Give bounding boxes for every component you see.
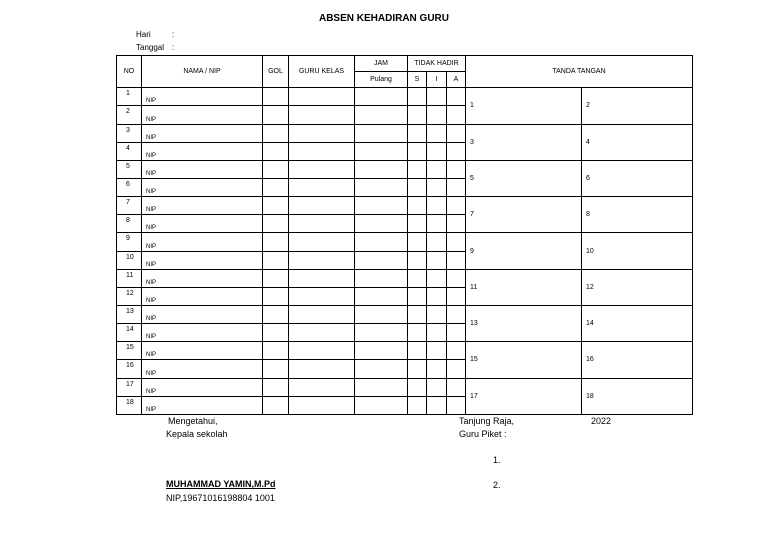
signature-cell: 14 bbox=[582, 305, 693, 341]
page-title: ABSEN KEHADIRAN GURU bbox=[318, 13, 449, 24]
row-pulang bbox=[355, 342, 408, 360]
row-i bbox=[427, 396, 447, 414]
row-guru-kelas bbox=[289, 378, 355, 396]
row-a bbox=[447, 269, 466, 287]
table-row bbox=[117, 269, 693, 287]
header-tidak-hadir: TIDAK HADIR bbox=[408, 56, 466, 72]
row-gol bbox=[263, 215, 289, 233]
mengetahui-label: Mengetahui, bbox=[168, 416, 218, 426]
row-number: 5 bbox=[117, 160, 142, 178]
row-pulang bbox=[355, 197, 408, 215]
row-a bbox=[447, 324, 466, 342]
place-label: Tanjung Raja, bbox=[459, 416, 515, 426]
row-name-nip: NIP bbox=[142, 197, 263, 215]
row-pulang bbox=[355, 396, 408, 414]
row-i bbox=[427, 197, 447, 215]
row-a bbox=[447, 124, 466, 142]
header-pulang: Pulang bbox=[355, 72, 408, 88]
row-i bbox=[427, 251, 447, 269]
row-name-nip: NIP bbox=[142, 124, 263, 142]
row-guru-kelas bbox=[289, 124, 355, 142]
row-guru-kelas bbox=[289, 396, 355, 414]
table-row bbox=[117, 88, 693, 106]
row-i bbox=[427, 342, 447, 360]
header-gol: GOL bbox=[263, 56, 289, 88]
row-i bbox=[427, 178, 447, 196]
row-s bbox=[408, 124, 427, 142]
row-i bbox=[427, 287, 447, 305]
tanggal-label: Tanggal bbox=[136, 43, 165, 52]
row-gol bbox=[263, 378, 289, 396]
row-guru-kelas bbox=[289, 142, 355, 160]
signature-cell: 12 bbox=[582, 269, 693, 305]
table-row bbox=[117, 378, 693, 396]
header-nama-nip: NAMA / NIP bbox=[142, 56, 263, 88]
signature-cell: 17 bbox=[466, 378, 582, 415]
signature-cell: 18 bbox=[582, 378, 693, 415]
kepala-sekolah-label: Kepala sekolah bbox=[166, 429, 228, 439]
row-name-nip: NIP bbox=[142, 324, 263, 342]
signature-cell: 8 bbox=[582, 197, 693, 233]
piket-1-label: 1. bbox=[493, 455, 501, 465]
table-row bbox=[117, 342, 693, 360]
row-name-nip: NIP bbox=[142, 160, 263, 178]
row-name-nip: NIP bbox=[142, 106, 263, 124]
row-i bbox=[427, 215, 447, 233]
row-pulang bbox=[355, 178, 408, 196]
row-pulang bbox=[355, 305, 408, 323]
row-number: 6 bbox=[117, 178, 142, 196]
row-pulang bbox=[355, 215, 408, 233]
row-gol bbox=[263, 251, 289, 269]
row-i bbox=[427, 88, 447, 106]
row-number: 9 bbox=[117, 233, 142, 251]
row-number: 17 bbox=[117, 378, 142, 396]
row-number: 14 bbox=[117, 324, 142, 342]
signature-cell: 1 bbox=[466, 88, 582, 124]
row-pulang bbox=[355, 233, 408, 251]
header-guru-kelas: GURU KELAS bbox=[289, 56, 355, 88]
hari-colon: : bbox=[172, 30, 175, 39]
row-i bbox=[427, 124, 447, 142]
row-a bbox=[447, 305, 466, 323]
row-a bbox=[447, 287, 466, 305]
row-s bbox=[408, 378, 427, 396]
row-gol bbox=[263, 160, 289, 178]
signature-cell: 16 bbox=[582, 342, 693, 378]
signature-cell: 15 bbox=[466, 342, 582, 378]
row-i bbox=[427, 305, 447, 323]
row-gol bbox=[263, 287, 289, 305]
row-name-nip: NIP bbox=[142, 215, 263, 233]
table-row bbox=[117, 160, 693, 178]
row-number: 16 bbox=[117, 360, 142, 378]
row-a bbox=[447, 251, 466, 269]
row-s bbox=[408, 269, 427, 287]
row-guru-kelas bbox=[289, 324, 355, 342]
header-a: A bbox=[447, 72, 466, 88]
row-guru-kelas bbox=[289, 269, 355, 287]
row-s bbox=[408, 160, 427, 178]
row-s bbox=[408, 287, 427, 305]
row-gol bbox=[263, 360, 289, 378]
row-number: 1 bbox=[117, 88, 142, 106]
row-guru-kelas bbox=[289, 251, 355, 269]
row-number: 10 bbox=[117, 251, 142, 269]
row-guru-kelas bbox=[289, 197, 355, 215]
row-a bbox=[447, 197, 466, 215]
row-guru-kelas bbox=[289, 305, 355, 323]
row-s bbox=[408, 324, 427, 342]
row-a bbox=[447, 142, 466, 160]
row-name-nip: NIP bbox=[142, 251, 263, 269]
row-pulang bbox=[355, 142, 408, 160]
row-name-nip: NIP bbox=[142, 142, 263, 160]
signature-cell: 9 bbox=[466, 233, 582, 269]
row-i bbox=[427, 106, 447, 124]
row-number: 3 bbox=[117, 124, 142, 142]
attendance-table bbox=[116, 55, 693, 415]
row-pulang bbox=[355, 324, 408, 342]
header-i: I bbox=[427, 72, 447, 88]
row-number: 7 bbox=[117, 197, 142, 215]
row-pulang bbox=[355, 88, 408, 106]
row-a bbox=[447, 160, 466, 178]
row-pulang bbox=[355, 269, 408, 287]
row-pulang bbox=[355, 106, 408, 124]
row-pulang bbox=[355, 160, 408, 178]
row-s bbox=[408, 233, 427, 251]
guru-piket-label: Guru Piket : bbox=[459, 429, 507, 439]
row-gol bbox=[263, 106, 289, 124]
signature-cell: 7 bbox=[466, 197, 582, 233]
row-a bbox=[447, 215, 466, 233]
row-pulang bbox=[355, 360, 408, 378]
row-guru-kelas bbox=[289, 360, 355, 378]
row-s bbox=[408, 197, 427, 215]
header-jam: JAM bbox=[355, 56, 408, 72]
row-name-nip: NIP bbox=[142, 88, 263, 106]
row-i bbox=[427, 360, 447, 378]
row-gol bbox=[263, 197, 289, 215]
row-a bbox=[447, 360, 466, 378]
row-name-nip: NIP bbox=[142, 178, 263, 196]
row-name-nip: NIP bbox=[142, 269, 263, 287]
row-gol bbox=[263, 269, 289, 287]
row-name-nip: NIP bbox=[142, 378, 263, 396]
signature-cell: 13 bbox=[466, 305, 582, 341]
row-guru-kelas bbox=[289, 106, 355, 124]
row-name-nip: NIP bbox=[142, 342, 263, 360]
row-pulang bbox=[355, 251, 408, 269]
row-guru-kelas bbox=[289, 160, 355, 178]
row-i bbox=[427, 378, 447, 396]
row-guru-kelas bbox=[289, 178, 355, 196]
row-number: 2 bbox=[117, 106, 142, 124]
row-pulang bbox=[355, 124, 408, 142]
row-i bbox=[427, 233, 447, 251]
row-a bbox=[447, 178, 466, 196]
row-i bbox=[427, 142, 447, 160]
table-row bbox=[117, 197, 693, 215]
row-number: 12 bbox=[117, 287, 142, 305]
hari-label: Hari bbox=[136, 30, 151, 39]
row-gol bbox=[263, 142, 289, 160]
row-number: 8 bbox=[117, 215, 142, 233]
signature-cell: 4 bbox=[582, 124, 693, 160]
row-gol bbox=[263, 324, 289, 342]
signature-cell: 2 bbox=[582, 88, 693, 124]
row-s bbox=[408, 396, 427, 414]
row-number: 18 bbox=[117, 396, 142, 414]
row-name-nip: NIP bbox=[142, 305, 263, 323]
row-s bbox=[408, 215, 427, 233]
row-i bbox=[427, 269, 447, 287]
signature-cell: 6 bbox=[582, 160, 693, 196]
row-guru-kelas bbox=[289, 342, 355, 360]
signature-cell: 10 bbox=[582, 233, 693, 269]
row-pulang bbox=[355, 287, 408, 305]
tanggal-colon: : bbox=[172, 43, 175, 52]
row-gol bbox=[263, 124, 289, 142]
principal-nip: NIP,19671016198804 1001 bbox=[166, 493, 275, 503]
table-row bbox=[117, 233, 693, 251]
row-s bbox=[408, 360, 427, 378]
row-guru-kelas bbox=[289, 215, 355, 233]
row-gol bbox=[263, 178, 289, 196]
row-i bbox=[427, 160, 447, 178]
row-a bbox=[447, 233, 466, 251]
row-number: 11 bbox=[117, 269, 142, 287]
table-row bbox=[117, 305, 693, 323]
row-guru-kelas bbox=[289, 88, 355, 106]
row-name-nip: NIP bbox=[142, 233, 263, 251]
row-a bbox=[447, 396, 466, 414]
row-number: 13 bbox=[117, 305, 142, 323]
row-s bbox=[408, 178, 427, 196]
row-a bbox=[447, 378, 466, 396]
signature-cell: 3 bbox=[466, 124, 582, 160]
row-i bbox=[427, 324, 447, 342]
row-gol bbox=[263, 305, 289, 323]
row-a bbox=[447, 88, 466, 106]
row-pulang bbox=[355, 378, 408, 396]
row-s bbox=[408, 251, 427, 269]
row-gol bbox=[263, 342, 289, 360]
row-s bbox=[408, 142, 427, 160]
header-no: NO bbox=[117, 56, 142, 88]
table-row bbox=[117, 124, 693, 142]
row-number: 4 bbox=[117, 142, 142, 160]
header-tanda-tangan: TANDA TANGAN bbox=[466, 56, 693, 88]
principal-name: MUHAMMAD YAMIN,M.Pd bbox=[166, 479, 276, 489]
row-gol bbox=[263, 396, 289, 414]
year-label: 2022 bbox=[591, 416, 612, 426]
header-s: S bbox=[408, 72, 427, 88]
row-s bbox=[408, 342, 427, 360]
row-a bbox=[447, 342, 466, 360]
row-name-nip: NIP bbox=[142, 396, 263, 414]
signature-cell: 5 bbox=[466, 160, 582, 196]
row-a bbox=[447, 106, 466, 124]
row-gol bbox=[263, 88, 289, 106]
row-guru-kelas bbox=[289, 233, 355, 251]
row-s bbox=[408, 305, 427, 323]
row-name-nip: NIP bbox=[142, 360, 263, 378]
row-s bbox=[408, 106, 427, 124]
piket-2-label: 2. bbox=[493, 480, 501, 490]
row-s bbox=[408, 88, 427, 106]
signature-cell: 11 bbox=[466, 269, 582, 305]
row-guru-kelas bbox=[289, 287, 355, 305]
row-number: 15 bbox=[117, 342, 142, 360]
row-name-nip: NIP bbox=[142, 287, 263, 305]
row-gol bbox=[263, 233, 289, 251]
